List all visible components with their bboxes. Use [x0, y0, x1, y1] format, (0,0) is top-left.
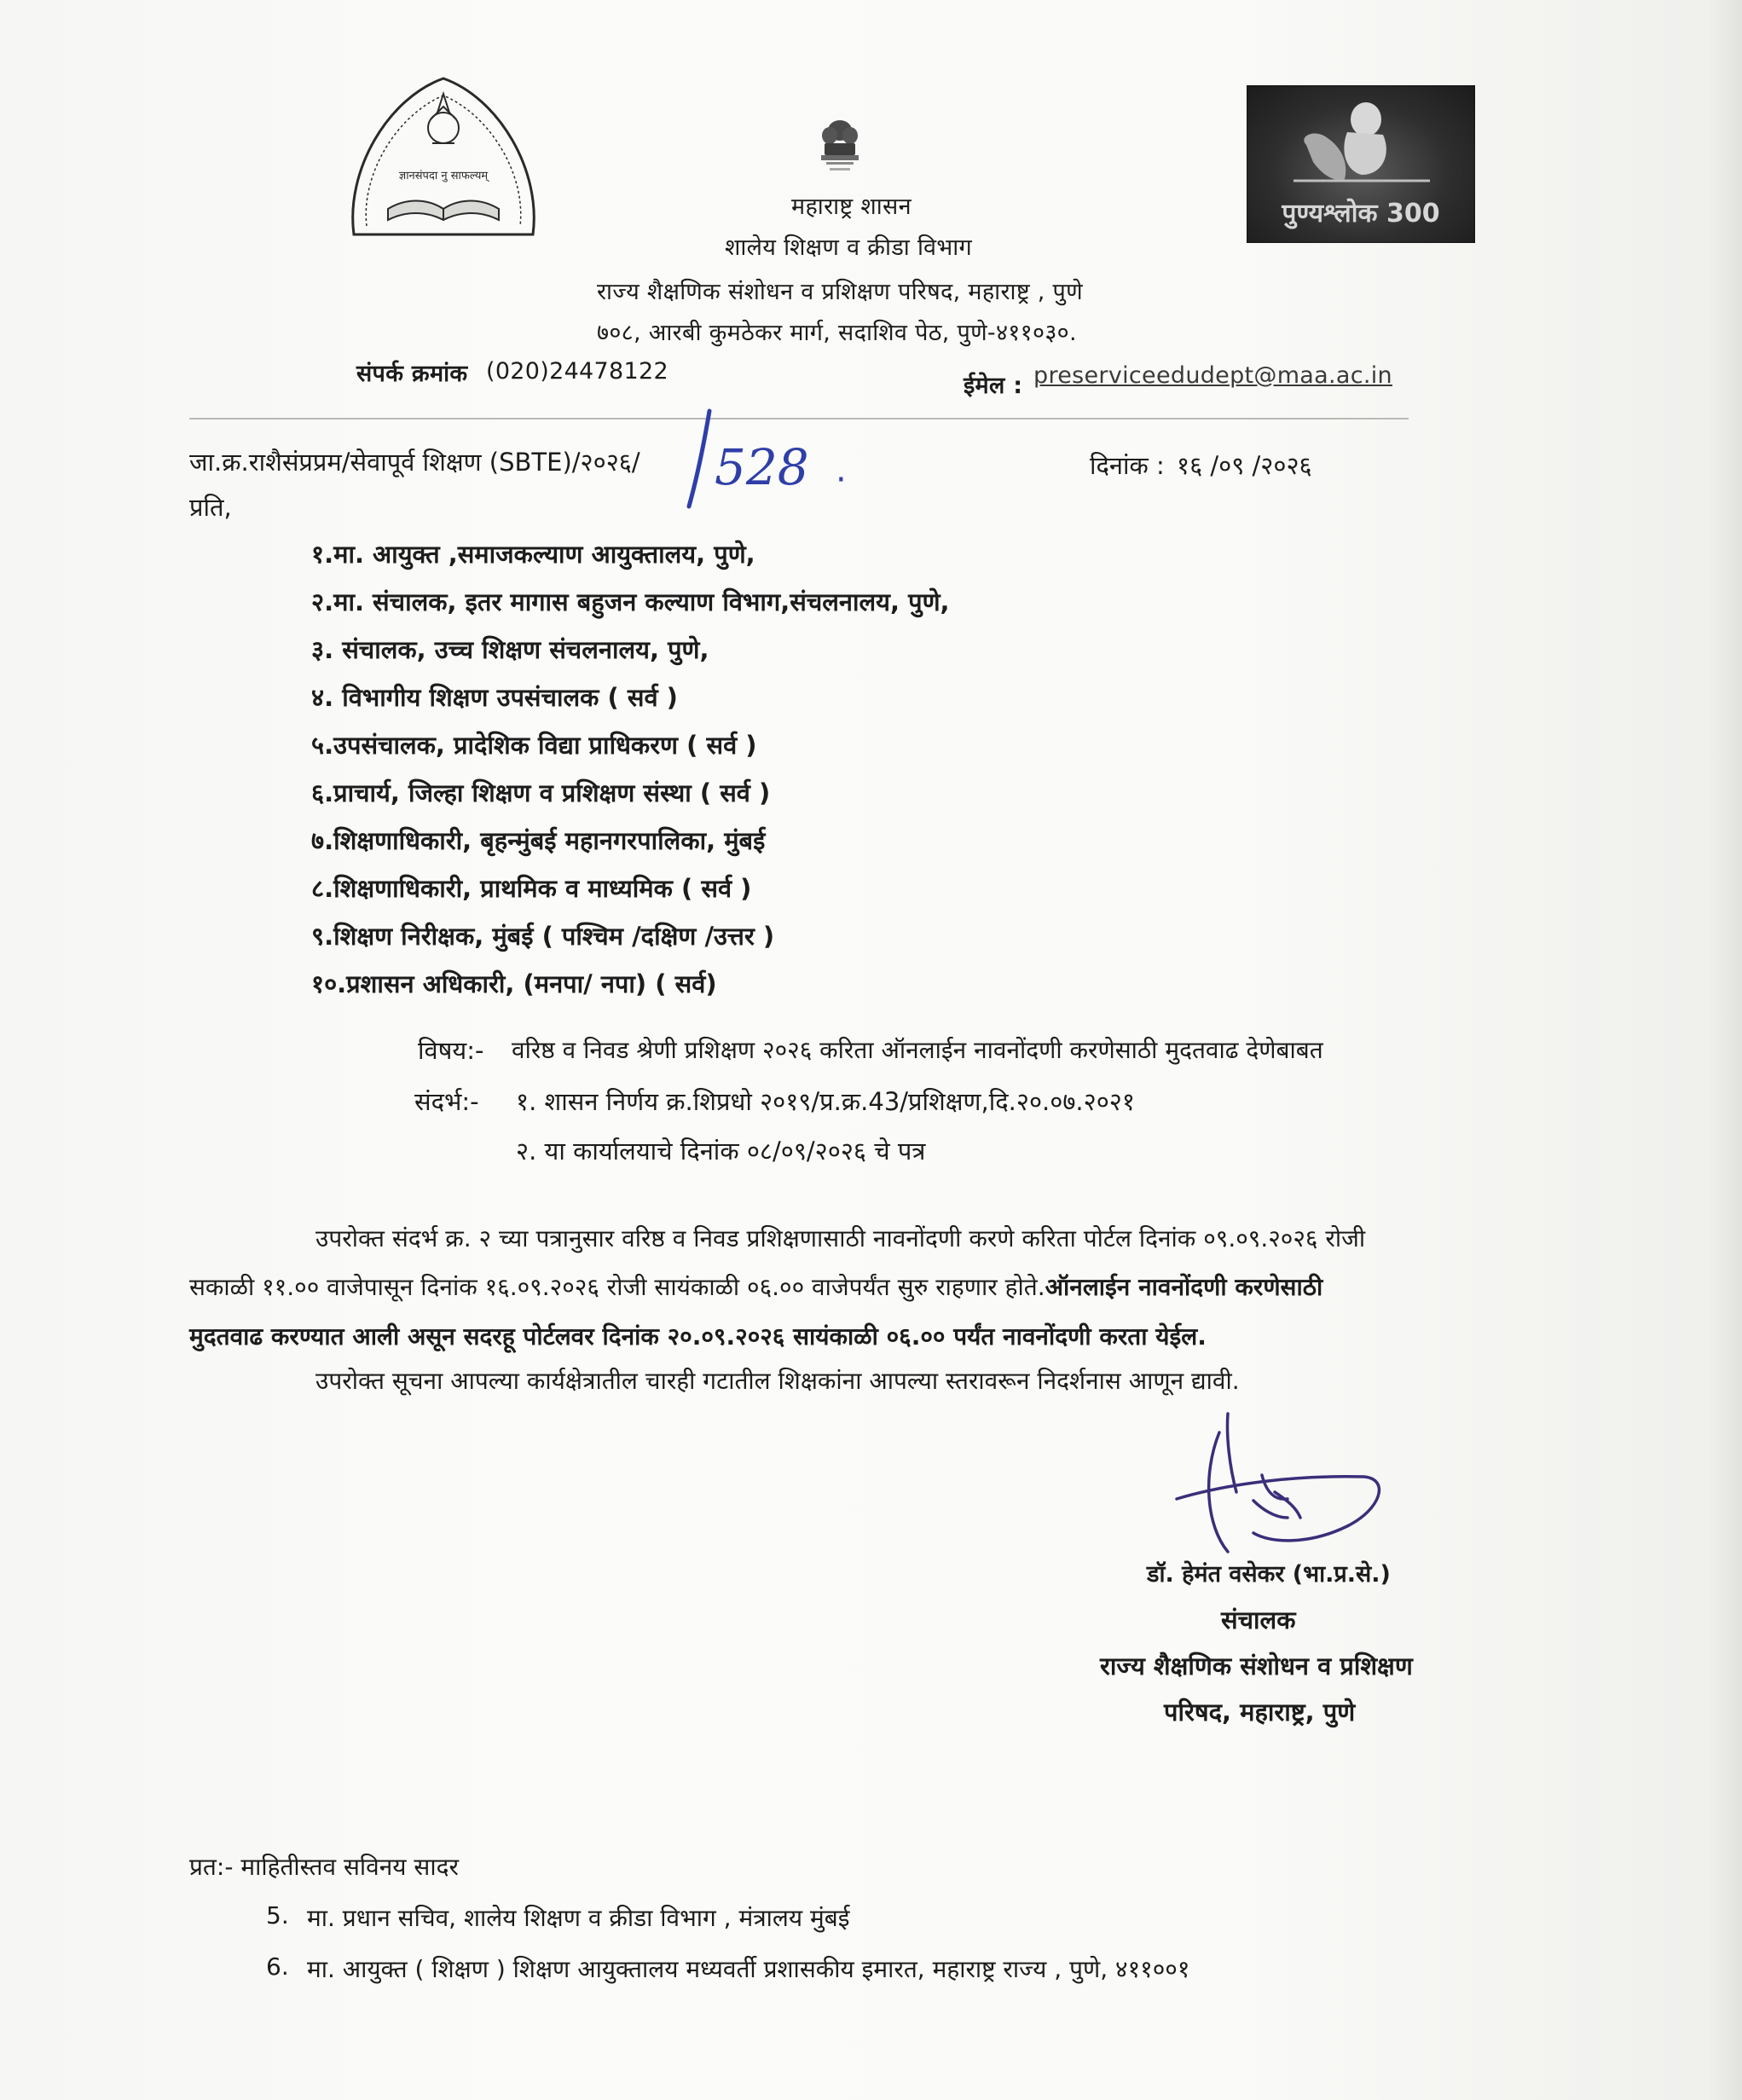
- scert-logo-motto: ज्ञानसंपदा नु साफल्यम्: [398, 170, 489, 182]
- outward-number-prefix: जा.क्र.राशैसंप्रप्रम/सेवापूर्व शिक्षण (SBTE)/२०२६/: [189, 448, 640, 477]
- handwritten-outward-number: 528: [715, 438, 809, 496]
- list-item: ३. संचालक, उच्च शिक्षण संचलनालय, पुणे,: [311, 635, 709, 664]
- body-paragraph-line-bold: मुदतवाढ करण्यात आली असून सदरहू पोर्टलवर दिनांक २०.०९.२०२६ सायंकाळी ०६.०० पर्यंत नावनोंदणी करता येईल.: [189, 1322, 1207, 1351]
- list-item: ५.उपसंचालक, प्रादेशिक विद्या प्राधिकरण ( सर्व ): [311, 731, 757, 760]
- list-item: १०.प्रशासन अधिकारी, (मनपा/ नपा) ( सर्व): [311, 969, 717, 998]
- contact-label: संपर्क क्रमांक: [356, 361, 468, 387]
- copy-to-item-text: मा. प्रधान सचिव, शालेय शिक्षण व क्रीडा विभाग , मंत्रालय मुंबई: [307, 1904, 850, 1932]
- signatory-designation: संचालक: [1221, 1605, 1296, 1634]
- references-label: संदर्भ:-: [414, 1087, 479, 1116]
- body-paragraph-line: [189, 1270, 1322, 1303]
- list-item: ७.शिक्षणाधिकारी, बृहन्मुंबई महानगरपालिका, मुंबई: [311, 826, 766, 855]
- header-divider: [189, 418, 1409, 419]
- signatory-name: डॉ. हेमंत वसेकर (भा.प्र.से.): [1147, 1561, 1391, 1588]
- date-value: १६ /०९ /२०२६: [1177, 451, 1312, 480]
- contact-number: (020)24478122: [486, 358, 668, 385]
- list-item: ९.शिक्षण निरीक्षक, मुंबई ( पश्चिम /दक्षिण /उत्तर ): [311, 922, 775, 951]
- anniversary-logo-text: पुण्यश्लोक 300: [1282, 199, 1440, 229]
- department-name: शालेय शिक्षण व क्रीडा विभाग: [725, 234, 973, 261]
- paper-shadow: [1708, 0, 1742, 2100]
- list-item: ४. विभागीय शिक्षण उपसंचालक ( सर्व ): [311, 683, 678, 712]
- email-label: ईमेल :: [964, 373, 1023, 399]
- subject-text: वरिष्ठ व निवड श्रेणी प्रशिक्षण २०२६ करिता ऑनलाईन नावनोंदणी करणेसाठी मुदतवाढ देणेबाबत: [512, 1036, 1323, 1064]
- organization-name: राज्य शैक्षणिक संशोधन व प्रशिक्षण परिषद, महाराष्ट्र , पुणे: [597, 279, 1083, 305]
- handwritten-dot: ·: [836, 460, 847, 500]
- subject-label: विषय:-: [418, 1036, 484, 1065]
- signatory-org-line: राज्य शैक्षणिक संशोधन व प्रशिक्षण: [1100, 1652, 1413, 1681]
- body-paragraph-line: उपरोक्त सूचना आपल्या कार्यक्षेत्रातील चारही गटातील शिक्षकांना आपल्या स्तरावरून निदर्शनास आणून द्यावी.: [315, 1367, 1240, 1395]
- handwritten-slash: [682, 408, 716, 510]
- govt-title: महाराष्ट्र शासन: [791, 194, 912, 220]
- reference-item: २. या कार्यालयाचे दिनांक ०८/०९/२०२६ चे पत्र: [516, 1137, 926, 1166]
- list-item: ६.प्राचार्य, जिल्हा शिक्षण व प्रशिक्षण संस्था ( सर्व ): [311, 778, 771, 807]
- national-emblem: [814, 115, 865, 183]
- copy-to-item-number: 5.: [266, 1901, 289, 1929]
- salutation-to: प्रति,: [189, 493, 232, 522]
- copy-to-label: प्रत:- माहितीस्तव सविनय सादर: [189, 1853, 459, 1881]
- signature: [1126, 1398, 1415, 1560]
- email-link[interactable]: preserviceedudept@maa.ac.in: [1033, 362, 1392, 389]
- date-label: दिनांक :: [1090, 451, 1165, 480]
- body-text-normal: सकाळी ११.०० वाजेपासून दिनांक १६.०९.२०२६ रोजी सायंकाळी ०६.०० वाजेपर्यंत सुरु राहणार होते.: [189, 1273, 1045, 1301]
- anniversary-logo: [1247, 85, 1475, 243]
- reference-item: १. शासन निर्णय क्र.शिप्रधो २०१९/प्र.क्र.43/प्रशिक्षण,दि.२०.०७.२०२१: [516, 1087, 1135, 1116]
- body-text-bold: ऑनलाईन नावनोंदणी करणेसाठी: [1045, 1273, 1323, 1301]
- copy-to-item-text: मा. आयुक्त ( शिक्षण ) शिक्षण आयुक्तालय मध्यवर्ती प्रशासकीय इमारत, महाराष्ट्र राज्य , पुणे, ४११००१: [307, 1955, 1190, 1983]
- list-item: २.मा. संचालक, इतर मागास बहुजन कल्याण विभाग,संचलनालय, पुणे,: [311, 587, 950, 616]
- list-item: ८.शिक्षणाधिकारी, प्राथमिक व माध्यमिक ( सर्व ): [311, 874, 752, 903]
- copy-to-item-number: 6.: [266, 1952, 289, 1981]
- organization-address: ७०८, आरबी कुमठेकर मार्ग, सदाशिव पेठ, पुणे-४११०३०.: [597, 320, 1077, 346]
- scert-logo: [337, 68, 550, 243]
- body-paragraph-line: उपरोक्त संदर्भ क्र. २ च्या पत्रानुसार वरिष्ठ व निवड प्रशिक्षणासाठी नावनोंदणी करणे करिता पोर्टल दिनांक ०९.०९.२०२६ रोजी: [315, 1224, 1366, 1252]
- signatory-org-line: परिषद, महाराष्ट्र, पुणे: [1164, 1698, 1356, 1727]
- list-item: १.मा. आयुक्त ,समाजकल्याण आयुक्तालय, पुणे,: [311, 540, 755, 569]
